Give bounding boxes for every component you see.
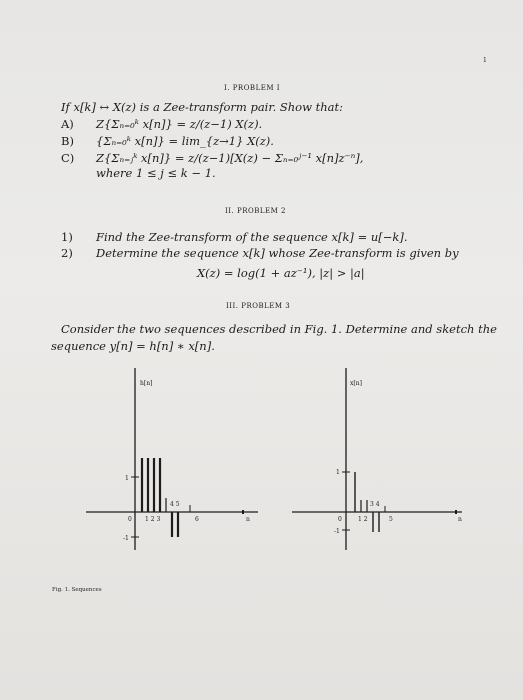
problem3-line1: Consider the two sequences described in Fig. 1. Determine and sketch the bbox=[61, 322, 497, 336]
x-ticks-above: 3 4 bbox=[370, 501, 380, 508]
x-ylabel: x[n] bbox=[350, 380, 362, 387]
x-zero: 0 bbox=[338, 516, 342, 523]
problem1-c-where: where 1 ≤ j ≤ k − 1. bbox=[96, 166, 216, 180]
x-n-label: n bbox=[458, 516, 462, 523]
x-tick-5: 5 bbox=[389, 516, 393, 523]
problem1-a-label: A) bbox=[61, 117, 74, 131]
h-tick-neg1: -1 bbox=[123, 535, 129, 542]
problem2-item2-text: Determine the sequence x[k] whose Zee-transform is given by bbox=[96, 246, 459, 260]
h-zero: 0 bbox=[128, 516, 132, 523]
x-tick-neg1: -1 bbox=[334, 528, 340, 535]
figure-caption: Fig. 1. Sequences bbox=[52, 587, 102, 593]
h-tick-1: 1 bbox=[125, 475, 129, 482]
h-ylabel: h[n] bbox=[140, 380, 153, 387]
problem1-a-text: Z{Σₙ₌₀ᵏ x[n]} = z/(z−1) X(z). bbox=[96, 117, 263, 131]
problem1-heading: I. PROBLEM I bbox=[224, 84, 280, 92]
problem2-equation: X(z) = log(1 + az⁻¹), |z| > |a| bbox=[197, 266, 365, 280]
problem1-b-label: B) bbox=[61, 134, 74, 148]
problem1-c-label: C) bbox=[61, 151, 75, 165]
x-plot bbox=[292, 368, 462, 550]
problem2-heading: II. PROBLEM 2 bbox=[225, 207, 286, 215]
h-n-label: n bbox=[246, 516, 250, 523]
problem1-c-text: Z{Σₙ₌ⱼᵏ x[n]} = z/(z−1)[X(z) − Σₙ₌₀ʲ⁻¹ x[n]z⁻ⁿ], bbox=[96, 151, 364, 165]
problem1-intro: If x[k] ↔ X(z) is a Zee-transform pair. Show that: bbox=[61, 100, 343, 114]
x-tick-1: 1 bbox=[336, 469, 340, 476]
problem2-item2-label: 2) bbox=[61, 246, 73, 260]
problem3-line2: sequence y[n] = h[n] ∗ x[n]. bbox=[51, 339, 215, 353]
page-number: 1 bbox=[483, 57, 487, 64]
h-ticks-below: 1 2 3 bbox=[145, 516, 161, 523]
h-tick-6: 6 bbox=[195, 516, 199, 523]
problem2-item1-label: 1) bbox=[61, 230, 73, 244]
h-plot bbox=[86, 368, 258, 550]
x-ticks-below: 1 2 bbox=[358, 516, 368, 523]
problem3-heading: III. PROBLEM 3 bbox=[226, 302, 291, 310]
problem2-item1-text: Find the Zee-transform of the sequence x[k] = u[−k]. bbox=[96, 230, 408, 244]
problem1-b-text: {Σₙ₌₀ᵏ x[n]} = lim_{z→1} X(z). bbox=[96, 134, 274, 148]
h-ticks-above: 4 5 bbox=[170, 501, 180, 508]
